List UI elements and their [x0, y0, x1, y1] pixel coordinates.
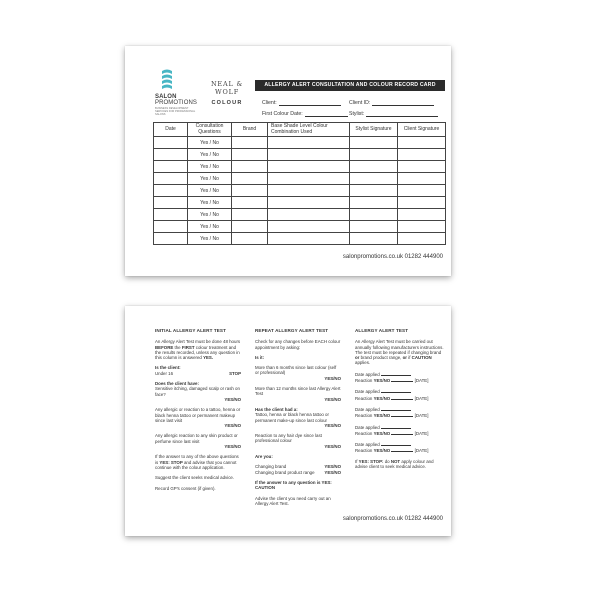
q4-text: Any allergic reaction to any skin product or perfume since last visit [155, 433, 238, 444]
r3-text: Tattoo, henna or black henna tattoo or permanent make-up since last colour [255, 412, 329, 423]
annual-test-intro: An Allergy Alert Test must be carried out annually following manufacturers instructions. The test must be repeated if changing brand or brand product range, or if CAUTION applies. [355, 339, 444, 366]
r4-text: Reaction to any hair dye since last professional colour [255, 433, 322, 444]
neal-wolf-colour: COLOUR [211, 100, 243, 106]
q2-title: Does the client have: [155, 381, 199, 387]
table-cell[interactable] [398, 221, 446, 233]
first-colour-date-line[interactable] [305, 110, 348, 117]
table-cell[interactable] [350, 197, 398, 209]
table-row [154, 173, 446, 185]
table-cell[interactable] [398, 137, 446, 149]
table-header-row [154, 123, 446, 137]
header-shade: Base Shade Level Colour Combination Used [268, 123, 350, 137]
table-cell[interactable] [154, 137, 188, 149]
table-cell[interactable] [154, 161, 188, 173]
header-brand: Brand [232, 123, 268, 137]
client-id-line[interactable] [372, 99, 434, 106]
table-cell[interactable] [350, 161, 398, 173]
medical-advice: Suggest the client seeks medical advice. [155, 475, 235, 481]
table-cell[interactable] [232, 221, 268, 233]
table-row [154, 185, 446, 197]
reaction-row: Reaction YES/NO [DATE] [355, 448, 429, 454]
table-cell[interactable] [350, 149, 398, 161]
reaction-line[interactable] [391, 412, 413, 417]
consultation-yes-no[interactable]: Yes / No [188, 233, 232, 245]
repeat-test-column [255, 328, 341, 511]
table-cell[interactable] [350, 233, 398, 245]
consultation-yes-no[interactable]: Yes / No [188, 161, 232, 173]
table-row [154, 137, 446, 149]
table-cell[interactable] [350, 221, 398, 233]
table-cell[interactable] [154, 209, 188, 221]
neal-wolf-logo [205, 80, 249, 106]
card-title: ALLERGY ALERT CONSULTATION AND COLOUR RECORD CARD [255, 80, 445, 91]
r5-row: Changing brand YES/NO [255, 464, 341, 470]
table-cell[interactable] [268, 173, 350, 185]
initial-test-intro: An Allergy Alert Test must be done 48 hours BEFORE the FIRST colour treatment and the results recorded, unless any question in this column is answered YES. [155, 339, 241, 361]
table-cell[interactable] [268, 233, 350, 245]
r3-answer: YES/NO [324, 422, 341, 428]
table-cell[interactable] [154, 221, 188, 233]
q1-title: Is the client: [155, 365, 181, 371]
record-card-front [125, 46, 451, 276]
q2-text: Sensitive itching, damaged scalp or rash on face? [155, 386, 240, 397]
stylist-field [349, 110, 438, 117]
date-applied-line[interactable] [381, 406, 411, 411]
table-cell[interactable] [268, 161, 350, 173]
annual-test-column [355, 328, 445, 474]
reaction-row: Reaction YES/NO [DATE] [355, 430, 429, 436]
table-cell[interactable] [232, 161, 268, 173]
q2-answer: YES/NO [224, 396, 241, 402]
reaction-line[interactable] [391, 395, 413, 400]
date-applied-entry [355, 424, 445, 437]
table-cell[interactable] [154, 185, 188, 197]
r3-title: Has the client had a: [255, 406, 298, 412]
date-applied-row: Date applied [355, 371, 445, 377]
consultation-yes-no[interactable]: Yes / No [188, 149, 232, 161]
stop-note: If the answer to any of the above questions is YES: STOP and advise that you cannot continue with the colour application. [155, 454, 239, 470]
q1-row: Under 16 STOP [155, 370, 241, 376]
r2-answer: YES/NO [324, 396, 341, 402]
neal-wolf-name: NEAL & WOLF [210, 80, 244, 96]
date-applied-line[interactable] [381, 388, 411, 393]
repeat-test-intro: Check for any changes before EACH colour appointment by asking: [255, 339, 341, 350]
consultation-yes-no[interactable]: Yes / No [188, 209, 232, 221]
client-field [262, 99, 341, 106]
q3-answer: YES/NO [224, 423, 241, 429]
table-cell[interactable] [398, 173, 446, 185]
r6-row: Changing brand product range YES/NO [255, 469, 341, 475]
table-cell[interactable] [268, 221, 350, 233]
r4-answer: YES/NO [324, 443, 341, 449]
website-back: salonpromotions.co.uk 01282 444900 [342, 516, 443, 522]
gp-consent: Record GP's consent (if given). [155, 485, 216, 491]
date-applied-row: Date applied [355, 424, 445, 430]
stylist-line[interactable] [366, 110, 438, 117]
table-cell[interactable] [350, 137, 398, 149]
repeat-test-heading: REPEAT ALLERGY ALERT TEST [255, 328, 329, 333]
date-applied-line[interactable] [381, 441, 411, 446]
date-applied-entry [355, 441, 445, 454]
date-applied-row: Date applied [355, 406, 445, 412]
client-label: Client: [262, 100, 277, 106]
date-applied-line[interactable] [381, 424, 411, 429]
table-cell[interactable] [350, 185, 398, 197]
table-cell[interactable] [232, 209, 268, 221]
initial-test-column [155, 328, 241, 496]
are-you-title: Are you: [255, 454, 273, 460]
initial-test-heading: INITIAL ALLERGY ALERT TEST [155, 328, 226, 333]
r1-answer: YES/NO [324, 375, 341, 381]
consultation-yes-no[interactable]: Yes / No [188, 197, 232, 209]
consultation-yes-no[interactable]: Yes / No [188, 137, 232, 149]
salon-logo-tagline: BUSINESS DEVELOPMENT SERVICES FOR PROFESSIONAL SALONS [155, 107, 196, 116]
table-cell[interactable] [232, 137, 268, 149]
header-stylist-signature: Stylist Signature [350, 123, 398, 137]
q3-text: Any allergic or reaction to a tattoo, henna or black henna tattoo or permanent makeup since last visit [155, 407, 241, 423]
is-it-title: Is it: [255, 354, 265, 360]
header-date: Date [154, 123, 188, 137]
consultation-yes-no[interactable]: Yes / No [188, 173, 232, 185]
table-cell[interactable] [398, 149, 446, 161]
table-cell[interactable] [398, 209, 446, 221]
date-applied-entry [355, 388, 445, 401]
header-client-signature: Client Signature [398, 123, 446, 137]
website-front: salonpromotions.co.uk 01282 444900 [342, 254, 443, 260]
table-cell[interactable] [398, 197, 446, 209]
table-cell[interactable] [350, 173, 398, 185]
consultation-yes-no[interactable]: Yes / No [188, 221, 232, 233]
client-line[interactable] [279, 99, 341, 106]
salon-logo-name: SALON [155, 94, 177, 100]
reaction-line[interactable] [391, 430, 413, 435]
reaction-row: Reaction YES/NO [DATE] [355, 395, 429, 401]
consultation-yes-no[interactable]: Yes / No [188, 185, 232, 197]
date-applied-line[interactable] [381, 371, 411, 376]
r1-text: More than 6 months since last colour (self or professional) [255, 365, 337, 376]
table-cell[interactable] [350, 209, 398, 221]
table-row [154, 233, 446, 245]
r2-text: More than 12 months since last Allergy Alert Test [255, 386, 341, 397]
table-cell[interactable] [232, 233, 268, 245]
table-cell[interactable] [398, 161, 446, 173]
table-cell[interactable] [398, 185, 446, 197]
salon-promotions-logo [155, 68, 199, 116]
table-cell[interactable] [154, 149, 188, 161]
client-id-label: Client ID: [349, 100, 371, 106]
caution-note: If the answer to any question is YES: CAUTION [255, 479, 332, 491]
table-cell[interactable] [232, 185, 268, 197]
table-row [154, 197, 446, 209]
date-applied-entry [355, 371, 445, 384]
table-cell[interactable] [268, 185, 350, 197]
colour-record-table [153, 122, 446, 245]
date-applied-entry [355, 406, 445, 419]
date-applied-list [355, 371, 445, 454]
date-applied-row: Date applied [355, 388, 445, 394]
first-colour-date-field [262, 110, 348, 117]
stylist-label: Stylist: [349, 111, 365, 117]
table-row [154, 209, 446, 221]
table-row [154, 149, 446, 161]
reaction-row: Reaction YES/NO [DATE] [355, 413, 429, 419]
table-cell[interactable] [268, 209, 350, 221]
first-colour-date-label: First Colour Date: [262, 111, 303, 117]
table-cell[interactable] [398, 233, 446, 245]
table-cell[interactable] [268, 149, 350, 161]
table-row [154, 161, 446, 173]
annual-test-heading: ALLERGY ALERT TEST [355, 328, 409, 333]
stop-advice: If YES: STOP: do NOT apply colour and advise client to seek medical advice. [355, 458, 434, 470]
table-cell[interactable] [268, 197, 350, 209]
client-id-field [349, 99, 434, 106]
salon-logo-sub: PROMOTIONS [155, 100, 198, 106]
reaction-line[interactable] [391, 377, 413, 382]
table-cell[interactable] [154, 233, 188, 245]
table-cell[interactable] [268, 137, 350, 149]
date-applied-row: Date applied [355, 441, 445, 447]
q4-answer: YES/NO [224, 444, 241, 450]
table-row [154, 221, 446, 233]
table-cell[interactable] [154, 197, 188, 209]
table-cell[interactable] [232, 197, 268, 209]
table-cell[interactable] [232, 149, 268, 161]
advise-test: Advise the client you need carry out an Allergy Alert Test. [255, 495, 331, 506]
table-cell[interactable] [154, 173, 188, 185]
table-cell[interactable] [232, 173, 268, 185]
reaction-row: Reaction YES/NO [DATE] [355, 378, 429, 384]
header-consultation: Consultation Questions [188, 123, 232, 137]
reaction-line[interactable] [391, 447, 413, 452]
record-card-back [125, 306, 451, 536]
salon-wave-icon [160, 68, 174, 92]
